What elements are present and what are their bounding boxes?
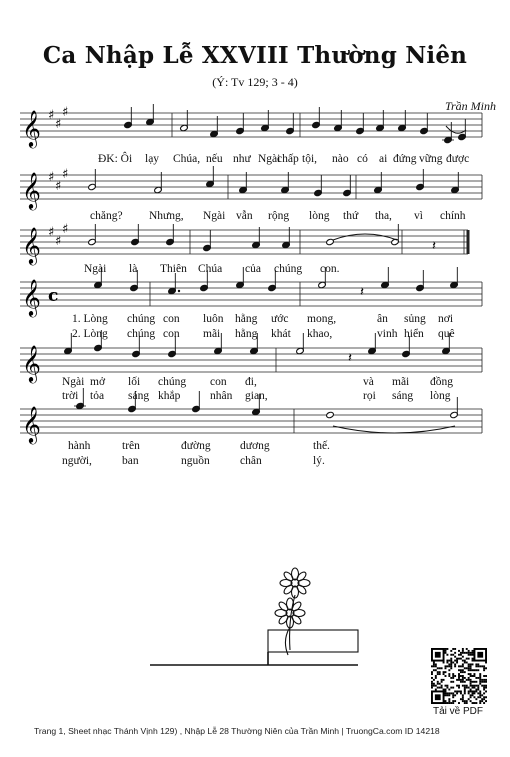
lyric-line-4b: hằng: [235, 328, 258, 340]
sharp-sign: ♯: [62, 167, 69, 182]
lyric-line-5a: mở: [90, 376, 106, 388]
lyric-line-4a: hằng: [235, 313, 258, 325]
lyric-line-4b: hiển: [404, 328, 424, 340]
lyric-line-5b: sáng: [392, 390, 414, 402]
lyric-line-4b: chúng: [127, 328, 156, 340]
lyric-line-2: lòng: [309, 210, 330, 222]
lyric-line-2: Nhưng,: [149, 210, 184, 222]
lyric-line-6b: chân: [240, 455, 262, 467]
lyric-line-5a: lối: [128, 376, 141, 388]
treble-clef: 𝄞: [22, 405, 41, 443]
lyric-line-5b: tỏa: [90, 390, 105, 402]
lyric-line-3: Chúa: [198, 263, 223, 275]
lyric-line-5a: con: [210, 376, 227, 388]
lyric-line-1: Chúa,: [173, 153, 201, 165]
lyric-line-2: chính: [440, 210, 466, 222]
lyric-line-4b: khao,: [307, 328, 333, 340]
lyric-line-2: rộng: [268, 210, 290, 222]
lyric-line-4a: con: [163, 313, 180, 325]
lyric-line-4b: 2. Lòng: [72, 328, 108, 340]
lyric-line-1: ai: [379, 153, 388, 165]
treble-clef: 𝄞: [22, 344, 41, 382]
subtitle: (Ý: Tv 129; 3 - 4): [212, 75, 298, 89]
download-pdf-link[interactable]: Tải về PDF: [433, 706, 484, 717]
lyric-line-2: chăng?: [90, 210, 123, 222]
lyric-line-5b: rọi: [363, 390, 376, 402]
lyric-line-2: tha,: [375, 210, 392, 222]
sharp-sign: ♯: [55, 234, 62, 249]
slur: [446, 126, 466, 133]
lyric-line-4a: luôn: [203, 313, 224, 325]
lyric-line-2: thứ: [343, 210, 359, 222]
lyric-line-1: tội,: [302, 153, 318, 165]
lyric-line-3: Ngài: [84, 263, 107, 275]
lyric-line-3: Thiên: [160, 263, 187, 275]
lyric-line-4a: 1. Lòng: [72, 313, 108, 325]
sharp-sign: ♯: [55, 179, 62, 194]
sharp-sign: ♯: [55, 117, 62, 132]
lyric-line-1: được: [446, 153, 470, 165]
lyric-line-6a: trên: [122, 440, 140, 452]
composer: Trần Minh: [444, 99, 496, 113]
flower-illustration: [150, 565, 365, 675]
lyric-line-1: có: [357, 153, 368, 165]
lyric-line-5b: sáng: [128, 390, 150, 402]
lyric-line-1: Ngài: [258, 153, 281, 165]
lyric-line-5a: đi,: [245, 376, 257, 388]
lyric-line-5b: trời: [62, 390, 79, 402]
lyric-line-5b: nhân: [210, 390, 233, 402]
lyric-line-1: lạy: [145, 153, 160, 165]
lyric-line-5b: khắp: [158, 390, 181, 402]
lyric-line-5a: và: [363, 376, 374, 388]
lyric-line-5a: mãi: [392, 376, 410, 388]
note-head: [326, 238, 335, 245]
lyric-line-5a: chúng: [158, 376, 187, 388]
sharp-sign: ♯: [62, 105, 69, 120]
lyric-line-5a: đồng: [430, 376, 453, 388]
lyric-line-6a: dương: [240, 440, 270, 452]
lyric-line-1: nếu: [206, 153, 223, 165]
lyric-line-4b: mãi: [203, 328, 221, 340]
treble-clef: 𝄞: [22, 171, 41, 209]
lyric-line-6a: đường: [181, 440, 211, 452]
lyric-line-4b: con: [163, 328, 180, 340]
time-signature: c: [48, 286, 59, 306]
lyric-line-5b: lòng: [430, 390, 451, 402]
lyric-line-6a: thế.: [313, 440, 330, 452]
lyric-line-3: chúng: [274, 263, 303, 275]
lyric-line-5b: gian,: [245, 390, 268, 402]
sharp-sign: ♯: [48, 170, 55, 185]
lyric-line-1: chấp: [277, 153, 299, 165]
lyric-line-4a: ước: [271, 313, 289, 325]
lyric-line-6b: người,: [62, 455, 92, 467]
lyric-line-3: của: [245, 263, 261, 275]
lyric-line-3: là: [129, 263, 138, 275]
treble-clef: 𝄞: [22, 109, 41, 147]
lyric-line-6a: hành: [68, 440, 91, 452]
tie: [333, 234, 397, 240]
lyric-line-4b: vinh: [377, 328, 398, 340]
lyric-line-6b: nguồn: [181, 455, 210, 467]
rest-symbol: 𝄽: [348, 351, 352, 366]
treble-clef: 𝄞: [22, 226, 41, 264]
note-head: [326, 411, 335, 418]
lyric-line-4a: nơi: [438, 313, 454, 325]
lyric-line-2: vẫn: [236, 210, 253, 222]
qr-code[interactable]: [431, 648, 487, 704]
page-title: Ca Nhập Lễ XXVIII Thường Niên: [42, 42, 468, 69]
sharp-sign: ♯: [48, 225, 55, 240]
lyric-line-4a: sủng: [404, 313, 426, 325]
lyric-line-2: vì: [414, 210, 423, 222]
lyric-line-6b: ban: [122, 455, 139, 467]
lyric-line-4a: chúng: [127, 313, 156, 325]
lyric-line-3: con.: [320, 263, 340, 275]
lyric-line-4a: ân: [377, 313, 388, 325]
lyric-line-1: đứng: [393, 153, 417, 165]
treble-clef: 𝄞: [22, 278, 41, 316]
lyric-line-1: nào: [332, 153, 349, 165]
lyric-line-1: như: [233, 153, 251, 165]
sharp-sign: ♯: [48, 108, 55, 123]
lyric-line-1: vững: [419, 153, 443, 165]
rest-symbol: 𝄽: [360, 285, 364, 300]
page-footer: Trang 1, Sheet nhạc Thánh Vịnh 129) , Nhập Lễ 28 Thường Niên của Trần Minh | TruongCa.com ID 14218: [34, 726, 440, 736]
note-dot: [178, 290, 180, 292]
lyric-line-2: Ngài: [203, 210, 226, 222]
lyric-line-4a: mong,: [307, 313, 337, 325]
lyric-line-4b: khát: [271, 328, 291, 340]
lyric-line-5a: Ngài: [62, 376, 85, 388]
lyric-line-4b: quê: [438, 328, 455, 340]
sharp-sign: ♯: [62, 222, 69, 237]
lyric-line-1: ĐK: Ôi: [98, 153, 133, 165]
rest-symbol: 𝄽: [432, 239, 436, 254]
lyric-line-6b: lý.: [313, 455, 325, 467]
